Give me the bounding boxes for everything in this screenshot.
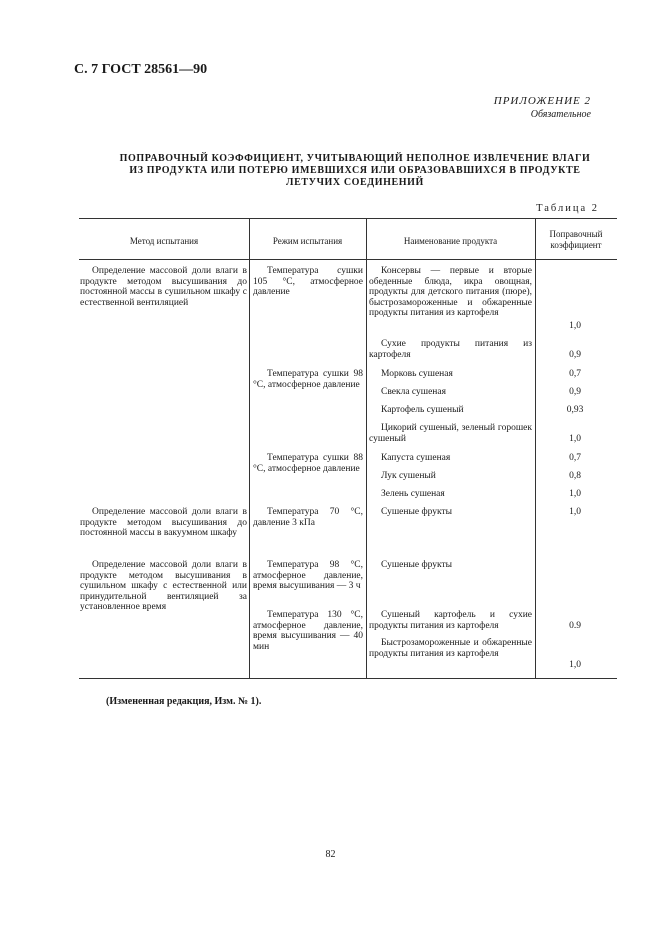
method-cell: Определение массовой доли влаги в продукте методом высушивания в сушильном шкафу с естественной или принудительной вентиляцией за установленное время <box>80 560 247 612</box>
header-bottom-rule <box>79 259 617 260</box>
mode-cell: Температура 70 °С, давление 3 кПа <box>253 507 363 528</box>
product-cell: Картофель сушеный <box>381 405 464 415</box>
document-header: С. 7 ГОСТ 28561—90 <box>74 62 208 77</box>
page-number: 82 <box>325 849 336 860</box>
coefficient-value: 0,9 <box>569 350 581 360</box>
coef-header-line: коэффициент <box>550 240 602 250</box>
coefficient-value: 0,8 <box>569 471 581 481</box>
column-divider <box>366 218 367 678</box>
column-header-product: Наименование продукта <box>403 236 498 246</box>
amendment-note: (Измененная редакция, Изм. № 1). <box>106 696 262 707</box>
table-top-rule <box>79 218 617 219</box>
coefficient-value: 0,93 <box>566 405 584 415</box>
mode-cell: Температура сушки 88 °С, атмосферное давление <box>253 453 363 474</box>
product-cell: Морковь сушеная <box>381 369 453 379</box>
title-line: ПОПРАВОЧНЫЙ КОЭФФИЦИЕНТ, УЧИТЫВАЮЩИЙ НЕПОЛНОЕ ИЗВЛЕЧЕНИЕ ВЛАГИ <box>119 153 591 164</box>
title-line: ИЗ ПРОДУКТА ИЛИ ПОТЕРЮ ИМЕВШИХСЯ ИЛИ ОБРАЗОВАВШИХСЯ В ПРОДУКТЕ <box>129 165 581 176</box>
product-cell: Капуста сушеная <box>381 453 451 463</box>
mode-cell: Температура 98 °С, атмосферное давление, время высушивания — 3 ч <box>253 560 363 591</box>
column-divider <box>535 218 536 678</box>
title-line: ЛЕТУЧИХ СОЕДИНЕНИЙ <box>286 177 424 188</box>
coefficient-value: 1,0 <box>569 507 581 517</box>
method-cell: Определение массовой доли влаги в продукте методом высушивания до постоянной массы в сушильном шкафу с естественной вентиляцией <box>80 266 247 308</box>
appendix-title: ПРИЛОЖЕНИЕ 2 <box>493 95 591 107</box>
coef-header-line: Поправочный <box>549 229 603 239</box>
coefficient-value: 1,0 <box>569 434 581 444</box>
column-divider <box>249 218 250 678</box>
appendix-label <box>494 95 591 121</box>
column-header-mode: Режим испытания <box>272 236 343 246</box>
product-cell: Цикорий сушеный, зеленый горошек сушеный <box>369 423 532 444</box>
product-cell: Консервы — первые и вторые обеденные блюда, икра овощная, продукты для детского питания (пюре), быстрозамороженные и обжаренные продукты питания из картофеля <box>369 266 532 318</box>
product-cell: Сухие продукты питания из картофеля <box>369 339 532 360</box>
method-cell: Определение массовой доли влаги в продукте методом высушивания до постоянной массы в вакуумном шкафу <box>80 507 247 538</box>
column-header-method: Метод испытания <box>129 236 199 246</box>
product-cell: Сушеный картофель и сухие продукты питания из картофеля <box>369 610 532 631</box>
column-header-coefficient <box>536 229 616 251</box>
product-cell: Быстрозамороженные и обжаренные продукты питания из картофеля <box>369 638 532 659</box>
product-cell: Свекла сушеная <box>381 387 446 397</box>
table-title <box>90 153 620 189</box>
table-number-label: Таблица 2 <box>536 203 599 214</box>
coefficient-value: 0.9 <box>569 621 581 631</box>
coefficient-value: 1,0 <box>569 321 581 331</box>
coefficient-value: 0,7 <box>569 369 581 379</box>
product-cell: Сушеные фрукты <box>381 560 452 570</box>
mode-cell: Температура сушки 98 °С, атмосферное давление <box>253 369 363 390</box>
appendix-subtitle: Обязательное <box>530 109 591 120</box>
mode-cell: Температура 130 °С, атмосферное давление, время высушивания — 40 мин <box>253 610 363 652</box>
coefficient-value: 0,7 <box>569 453 581 463</box>
product-cell: Зелень сушеная <box>381 489 445 499</box>
table-bottom-rule <box>79 678 617 679</box>
product-cell: Сушеные фрукты <box>381 507 452 517</box>
mode-cell: Температура сушки 105 °С, атмосферное давление <box>253 266 363 297</box>
product-cell: Лук сушеный <box>381 471 436 481</box>
coefficient-value: 1,0 <box>569 489 581 499</box>
coefficient-value: 0,9 <box>569 387 581 397</box>
coefficient-value: 1,0 <box>569 660 581 670</box>
